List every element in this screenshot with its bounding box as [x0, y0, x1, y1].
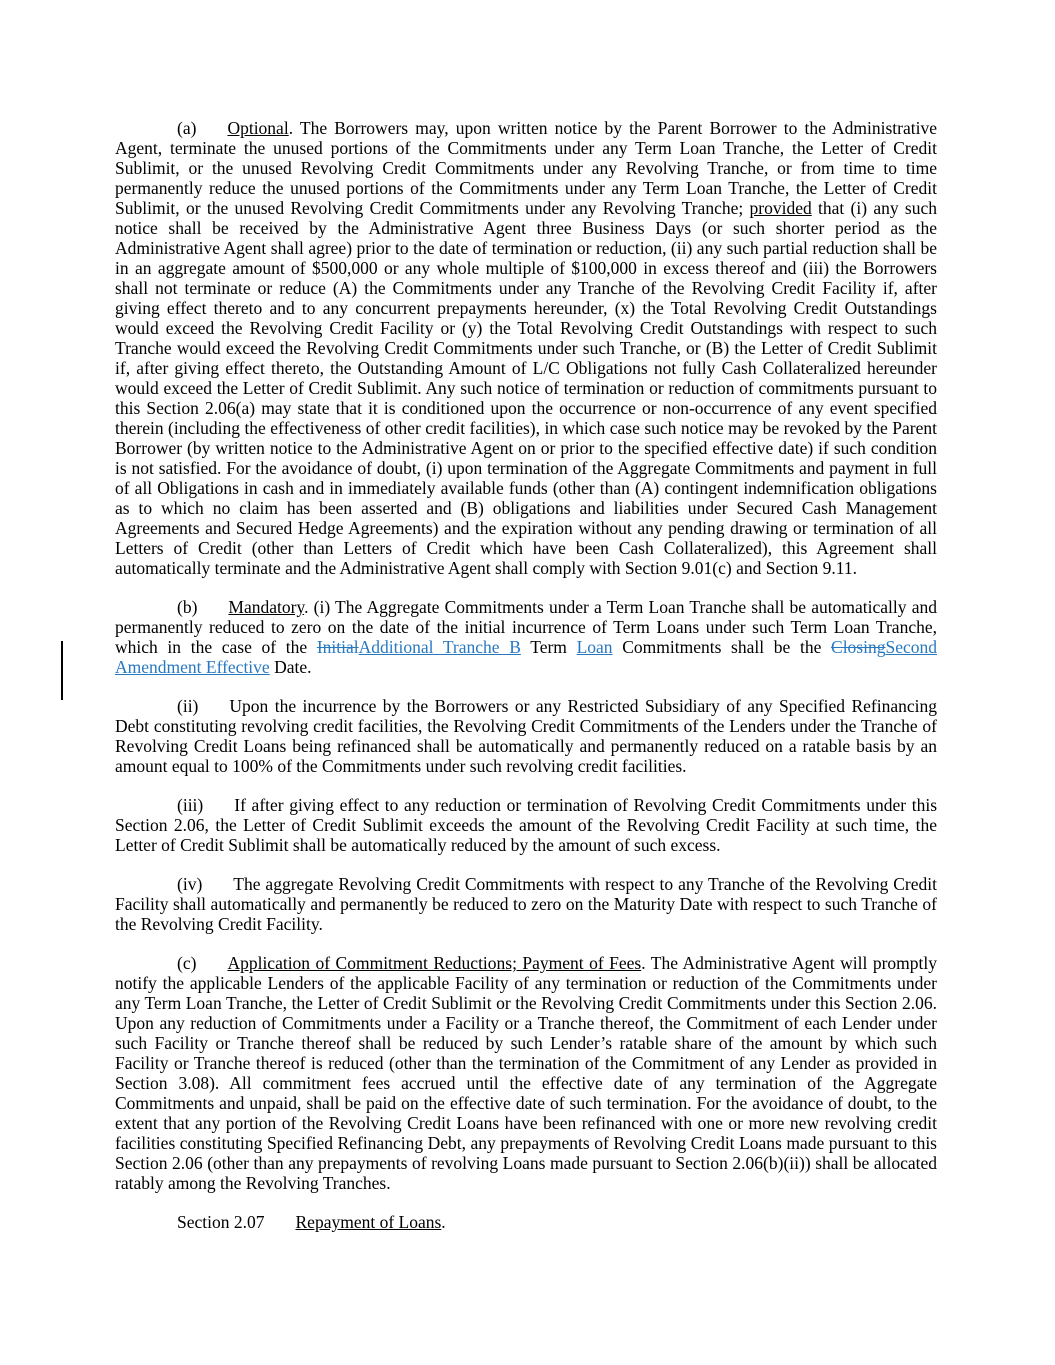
inserted-text: Loan: [576, 637, 613, 657]
paragraph-b-ii: [115, 696, 937, 776]
body-text: Upon the incurrence by the Borrowers or any Restricted Subsidiary of any Specified Refinancing Debt constituting revolving credit facilities, the Revolving Credit Commitments of the Lenders under the Tranche of Revolving Credit Loans being refinanced shall be automatically and permanently reduced on a ratable basis by an amount equal to 100% of the Commitments under such revolving credit facilities.: [115, 696, 937, 776]
body-text: (ii): [177, 696, 199, 716]
body-text: (b): [177, 597, 198, 617]
paragraph-b-iii: [115, 795, 937, 855]
body-text: . The Borrowers may, upon written notice by the Parent Borrower to the Administrative Agent, terminate the unused portions of the Commitments under any Term Loan Tranche, the Letter of Credit Sublimit, or the unused Revolving Credit Commitments under any Revolving Tranche, or from time to time permanently reduce the unused portions of the Commitments under any Term Loan Tranche, the Letter of Credit Sublimit, or the unused Revolving Credit Commitments under any Revolving Tranche;: [115, 118, 937, 218]
underlined-heading-text: Application of Commitment Reductions; Payment of Fees: [227, 953, 642, 973]
body-text: (c): [177, 953, 197, 973]
underlined-heading-text: provided: [749, 198, 812, 218]
body-text: .: [441, 1212, 446, 1232]
body-text: If after giving effect to any reduction or termination of Revolving Credit Commitments under this Section 2.06, the Letter of Credit Sublimit exceeds the amount of the Revolving Credit Facility at such time, the Letter of Credit Sublimit shall be automatically reduced by the amount of such excess.: [115, 795, 937, 855]
underlined-heading-text: Repayment of Loans: [295, 1212, 442, 1232]
paragraph-a-optional: [115, 118, 937, 578]
body-text: . (i) The Aggregate Commitments under a Term Loan Tranche shall be automatically and permanently reduced to zero on the date of the initial incurrence of Term Loans under such Term Loan Tranche, which in the case of the: [115, 597, 937, 657]
paragraph-b-mandatory: [115, 597, 937, 677]
paragraph-c-application: [115, 953, 937, 1193]
body-text: (iii): [177, 795, 204, 815]
body-text: The aggregate Revolving Credit Commitments with respect to any Tranche of the Revolving Credit Facility shall automatically and permanently be reduced to zero on the Maturity Date with respect to such Tranche of the Revolving Credit Facility.: [115, 874, 937, 934]
body-text: Term: [520, 637, 577, 657]
deleted-text: Closing: [831, 637, 886, 657]
body-text: (iv): [177, 874, 203, 894]
document-body: [115, 118, 937, 1232]
body-text: . The Administrative Agent will promptly notify the applicable Lenders of the applicable Facility of any termination or reduction of the Commitments under any Term Loan Tranche, the Letter of Credit Sublimit or the Revolving Credit Commitments under this Section 2.06. Upon any reduction of Commitments under a Facility or a Tranche thereof, the Commitment of each Lender under such Facility or Tranche thereof shall be reduced by such Lender’s ratable share of the amount by which such Facility or Tranche thereof is reduced (other than the termination of the Commitment of any Lender as provided in Section 3.08). All commitment fees accrued until the effective date of any termination of the Aggregate Commitments and unpaid, shall be paid on the effective date of such termination. For the avoidance of doubt, to the extent that any portion of the Revolving Credit Loans have been refinanced with one or more new revolving credit facilities constituting Specified Refinancing Debt, any prepayments of Revolving Credit Loans made pursuant to this Section 2.06 (other than any prepayments of revolving Loans made pursuant to Section 2.06(b)(ii)) shall be allocated ratably among the Revolving Tranches.: [115, 953, 937, 1193]
revision-change-bar: [61, 641, 63, 700]
body-text: Section 2.07: [177, 1212, 265, 1232]
body-text: Commitments shall be the: [612, 637, 832, 657]
body-text: that (i) any such notice shall be received by the Administrative Agent three Business Days (or such shorter period as the Administrative Agent shall agree) prior to the date of termination or reduction, (ii) any such partial reduction shall be in an aggregate amount of $500,000 or any whole multiple of $100,000 in excess thereof and (iii) the Borrowers shall not terminate or reduce (A) the Commitments under any Tranche of the Revolving Credit Facility if, after giving effect thereto and to any concurrent prepayments hereunder, (x) the Total Revolving Credit Outstandings would exceed the Revolving Credit Facility or (y) the Total Revolving Credit Outstandings with respect to such Tranche would exceed the Revolving Credit Commitments under such Tranche, or (B) the Letter of Credit Sublimit if, after giving effect thereto, the Outstanding Amount of L/C Obligations not fully Cash Collateralized hereunder would exceed the Letter of Credit Sublimit. Any such notice of termination or reduction of commitments pursuant to this Section 2.06(a) may state that it is conditioned upon the occurrence or non-occurrence of any event specified therein (including the effectiveness of other credit facilities), in which case such notice may be revoked by the Parent Borrower (by written notice to the Administrative Agent on or prior to the specified effective date) if such condition is not satisfied. For the avoidance of doubt, (i) upon termination of the Aggregate Commitments and payment in full of all Obligations in cash and in immediately available funds (other than (A) contingent indemnification obligations as to which no claim has been asserted and (B) obligations and liabilities under Secured Cash Management Agreements and Secured Hedge Agreements) and the expiration without any pending drawing or termination of all Letters of Credit (other than Letters of Credit which have been Cash Collateralized), this Agreement shall automatically terminate and the Administrative Agent shall comply with Section 9.01(c) and Section 9.11.: [115, 198, 938, 578]
paragraph-section-2-07: [115, 1212, 937, 1232]
deleted-text: Initial: [316, 637, 359, 657]
underlined-heading-text: Mandatory: [228, 597, 305, 617]
inserted-text: Additional Tranche B: [358, 637, 521, 657]
underlined-heading-text: Optional: [227, 118, 289, 138]
inserted-text: Second Amendment Effective: [115, 637, 938, 677]
body-text: (a): [177, 118, 197, 138]
paragraph-b-iv: [115, 874, 937, 934]
body-text: Date.: [269, 657, 312, 677]
